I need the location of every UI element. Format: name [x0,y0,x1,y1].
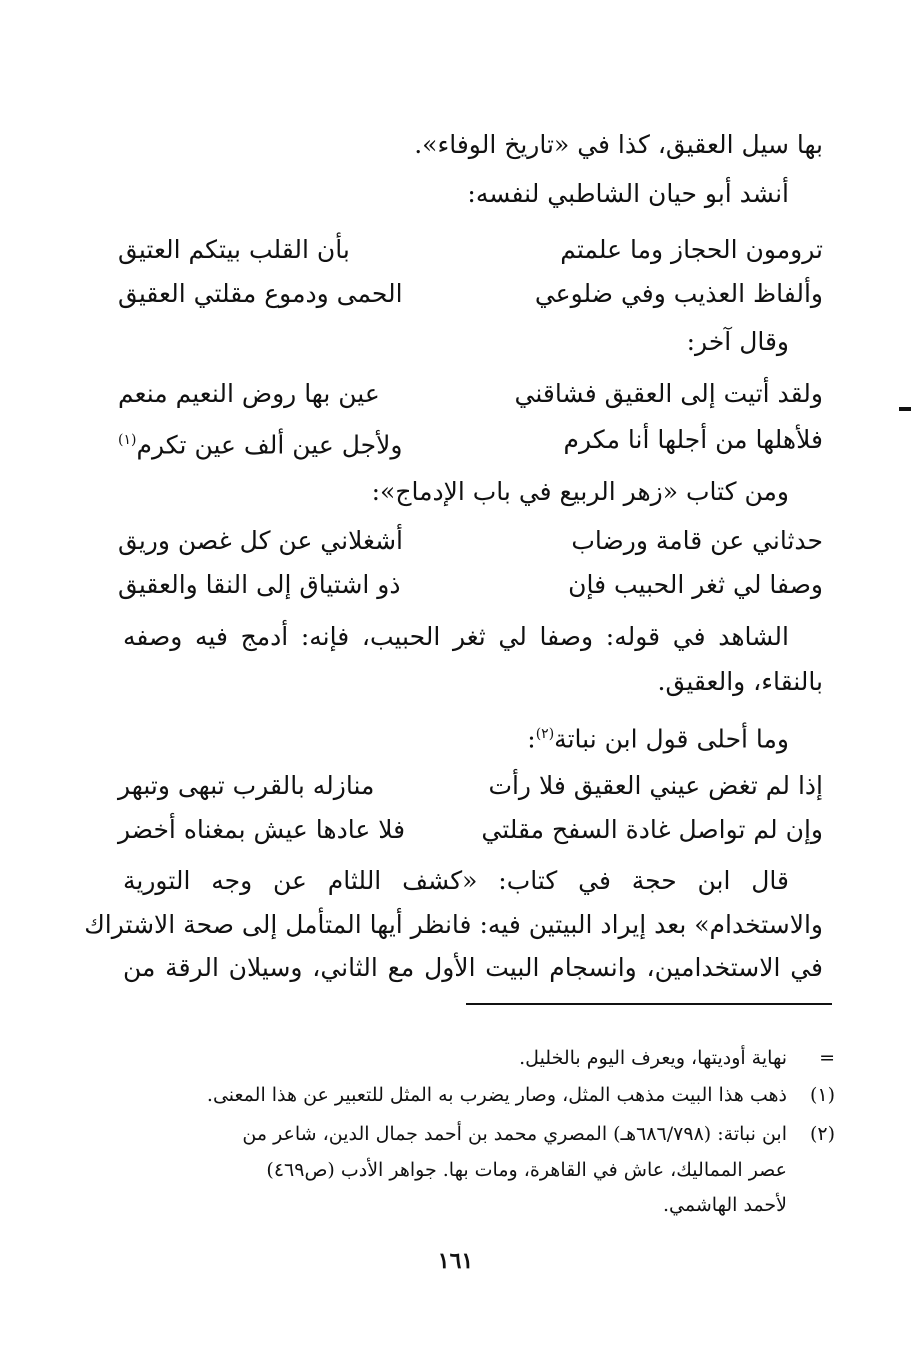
footnote-text: ابن نباتة: (٦٨٦/٧٩٨هـ) المصري محمد بن أحمد جمال الدين، شاعر من [242,1123,787,1145]
footnote-number: (٢) [809,1123,835,1145]
verse-hemistich-first: ترومون الحجاز وما علمتم [560,235,823,264]
text-span: : [527,724,536,754]
text-line: أنشد أبو حيان الشاطبي لنفسه: [467,179,789,208]
verse-row [118,565,823,605]
page-number: ١٦١ [437,1248,474,1274]
footnote-text: نهاية أوديتها، ويعرف اليوم بالخليل. [519,1047,787,1069]
footnote-number: (١) [809,1084,835,1106]
verse-hemistich-second: فلا عادها عيش بمغناه أخضر [118,815,406,844]
verse-row [118,374,823,414]
verse-row [118,766,823,806]
text-line [123,717,789,756]
verse-hemistich-first: وصفا لي ثغر الحبيب فإن [568,570,823,599]
footnote-separator [466,1003,832,1005]
verse-text: ولأجل عين ألف عين تكرم [136,430,403,460]
verse-hemistich-second: أشغلاني عن كل غصن وريق [118,526,403,555]
verse-row [118,230,823,270]
footnote-text: لأحمد الهاشمي. [663,1194,787,1216]
text-line: بالنقاء، والعقيق. [657,667,823,696]
margin-mark [899,407,911,411]
verse-hemistich-first: وألفاظ العذيب وفي ضلوعي [534,279,823,308]
verse-hemistich-first: فلأهلها من أجلها أنا مكرم [563,425,823,454]
text-line: في الاستخدامين، وانسجام البيت الأول مع الثاني، وسيلان الرقة من [123,953,823,982]
verse-hemistich-second: بأن القلب بيتكم العتيق [118,235,350,264]
text-line: بها سيل العقيق، كذا في «تاريخ الوفاء». [414,130,823,159]
text-span: وما أحلى قول ابن نباتة [554,724,789,754]
verse-hemistich-second: عين بها روض النعيم منعم [118,379,380,408]
text-line: ومن كتاب «زهر الربيع في باب الإدماج»: [371,477,789,506]
verse-row [118,810,823,850]
footnote-continuation-mark: = [819,1047,835,1069]
verse-row [118,420,823,460]
verse-hemistich-second: الحمى ودموع مقلتي العقيق [118,279,403,308]
verse-hemistich-second: منازله بالقرب تبهى وتبهر [118,771,375,800]
footnote-text: ذهب هذا البيت مذهب المثل، وصار يضرب به المثل للتعبير عن هذا المعنى. [206,1084,787,1106]
footnote-ref: (١) [118,432,137,448]
verse-hemistich-first: حدثاني عن قامة ورضاب [571,526,823,555]
verse-hemistich-second [118,420,448,465]
verse-row [118,274,823,314]
text-line: وقال آخر: [686,327,789,356]
text-line: الشاهد في قوله: وصفا لي ثغر الحبيب، فإنه: أدمج فيه وصفه [123,622,789,651]
footnote-ref: (٢) [535,726,555,742]
verse-hemistich-first: إذا لم تغض عيني العقيق فلا رأت [488,771,823,800]
verse-hemistich-first: ولقد أتيت إلى العقيق فشاقني [514,379,823,408]
footnote-text: عصر المماليك، عاش في القاهرة، ومات بها. جواهر الأدب (ص٤٦٩) [266,1159,787,1181]
verse-row [118,521,823,561]
verse-hemistich-first: وإن لم تواصل غادة السفح مقلتي [481,815,823,844]
text-line: والاستخدام» بعد إيراد البيتين فيه: فانظر أيها المتأمل إلى صحة الاشتراك [84,910,823,939]
text-line: قال ابن حجة في كتاب: «كشف اللثام عن وجه التورية [123,866,789,895]
verse-hemistich-second: ذو اشتياق إلى النقا والعقيق [118,570,401,599]
